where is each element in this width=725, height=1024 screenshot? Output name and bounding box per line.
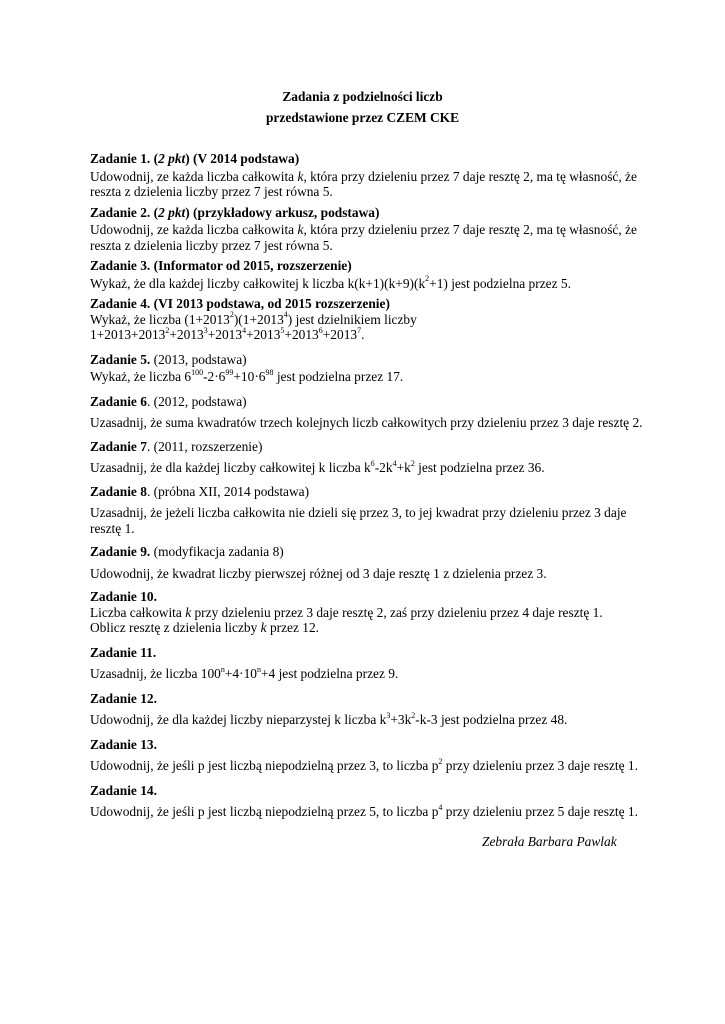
- header-subtitle: przedstawione przez CZEM CKE: [265, 110, 460, 125]
- header-title: Zadania z podzielności liczb: [282, 89, 443, 104]
- task-6-text: Uzasadnij, że suma kwadratów trzech kolejnych liczb całkowitych przy dzieleniu przez 3 daje resztę 2.: [90, 415, 643, 430]
- task-1-variable: k: [297, 168, 304, 184]
- task-10-text-line-2: Oblicz resztę z dzielenia liczby k przez 12.: [90, 620, 320, 635]
- task-1: [90, 151, 650, 200]
- task-2-points: 2 pkt: [158, 204, 186, 220]
- task-8-heading: Zadanie 8. (próbna XII, 2014 podstawa): [90, 483, 310, 499]
- task-7: [90, 439, 650, 476]
- task-9-heading: Zadanie 9. (modyfikacja zadania 8): [90, 544, 284, 559]
- task-7-heading: Zadanie 7. (2011, rozszerzenie): [90, 438, 263, 454]
- task-14-text: Udowodnij, że jeśli p jest liczbą niepodzielną przez 5, to liczba $p^4$ przy dzieleniu przez 5 daje resztę 1.: [90, 802, 638, 819]
- task-13-text: Udowodnij, że jeśli p jest liczbą niepodzielną przez 3, to liczba $p^2$ przy dzieleniu przez 3 daje resztę 1.: [90, 756, 638, 773]
- task-1-points: 2 pkt: [158, 151, 186, 166]
- task-8: [90, 484, 650, 537]
- task-2: [90, 205, 650, 254]
- task-5-heading: Zadanie 5. (2013, podstawa): [90, 351, 247, 367]
- author-signature: Zebrała Barbara Pawlak: [482, 834, 617, 849]
- task-10-heading: Zadanie 10.: [90, 589, 157, 604]
- task-3: [90, 258, 650, 291]
- task-1-source: ) (V 2014 podstawa): [185, 151, 300, 166]
- task-9-text: Udowodnij, że kwadrat liczby pierwszej różnej od 3 daje resztę 1 z dzielenia przez 3.: [90, 565, 547, 581]
- task-6-heading: Zadanie 6. (2012, podstawa): [90, 393, 247, 409]
- task-2-source: ) (przykładowy arkusz, podstawa): [185, 204, 380, 220]
- task-11-heading: Zadanie 11.: [90, 644, 157, 660]
- task-12-heading: Zadanie 12.: [90, 690, 157, 706]
- task-11-text: Uzasadnij, że liczba $100^n+4\cdot 10^n+4$ jest podzielna przez 9.: [90, 664, 399, 681]
- task-11: [90, 645, 650, 682]
- task-13: [90, 737, 650, 774]
- task-14-heading: Zadanie 14.: [90, 782, 157, 798]
- task-3-text: Wykaż, że dla każdej liczby całkowitej k liczba $k(k+1)(k+9)(k^2+1)$ jest podzielna przez 5.: [90, 274, 571, 291]
- task-2-variable: k: [297, 222, 304, 237]
- task-9: [90, 544, 650, 581]
- task-13-heading: Zadanie 13.: [90, 736, 157, 752]
- task-14: [90, 783, 650, 820]
- task-4-text-line-2: $1+2013+2013^2+2013^3+2013^4+2013^5+2013^6+2013^7$.: [90, 325, 365, 342]
- task-12: [90, 691, 650, 728]
- task-2-heading-part: Zadanie 2. (: [90, 204, 159, 220]
- task-6: [90, 394, 650, 431]
- task-3-heading: Zadanie 3. (Informator od 2015, rozszerzenie): [90, 258, 352, 273]
- task-8-text: Uzasadnij, że jeżeli liczba całkowita nie dzieli się przez 3, to jej kwadrat przy dzieleniu przez 3 daje resztę 1.: [90, 505, 627, 536]
- task-10: [90, 589, 650, 636]
- document-header: [0, 86, 725, 128]
- task-7-text: Uzasadnij, że dla każdej liczby całkowitej k liczba $k^6-2k^4+k^2$ jest podzielna przez 36.: [90, 458, 545, 475]
- task-list: [90, 151, 650, 825]
- task-4-heading: Zadanie 4. (VI 2013 podstawa, od 2015 rozszerzenie): [90, 296, 390, 311]
- task-1-text: Udowodnij, ze każda liczba całkowita k, która przy dzieleniu przez 7 daje resztę 2, ma tę własność, że reszta z dzielenia liczby przez 7 jest równa 5.: [90, 168, 637, 199]
- task-4-text-line-1: Wykaż, że liczba $(1+2013^2)(1+2013^4)$ jest dzielnikiem liczby: [90, 310, 417, 327]
- task-12-text: Udowodnij, że dla każdej liczby nieparzystej k liczba $k^3+3k^2-k-3$ jest podzielna przez 48.: [90, 710, 568, 727]
- task-2-text: Udowodnij, ze każda liczba całkowita k, która przy dzieleniu przez 7 daje resztę 2, ma tę własność, że reszta z dzielenia liczby przez 7 jest równa 5.: [90, 222, 637, 253]
- task-2-heading: [90, 205, 650, 221]
- task-5: [90, 352, 650, 385]
- task-10-text-line-1: Liczba całkowita k przy dzieleniu przez 3 daje resztę 2, zaś przy dzieleniu przez 4 daje resztę 1.: [90, 604, 603, 620]
- task-1-heading-part: Zadanie 1. (: [90, 151, 159, 166]
- task-5-text: Wykaż, że liczba $6^{100}-2\cdot 6^{99}+10\cdot 6^{98}$ jest podzielna przez 17.: [90, 367, 404, 384]
- task-4: [90, 296, 650, 343]
- task-1-heading: [90, 151, 650, 167]
